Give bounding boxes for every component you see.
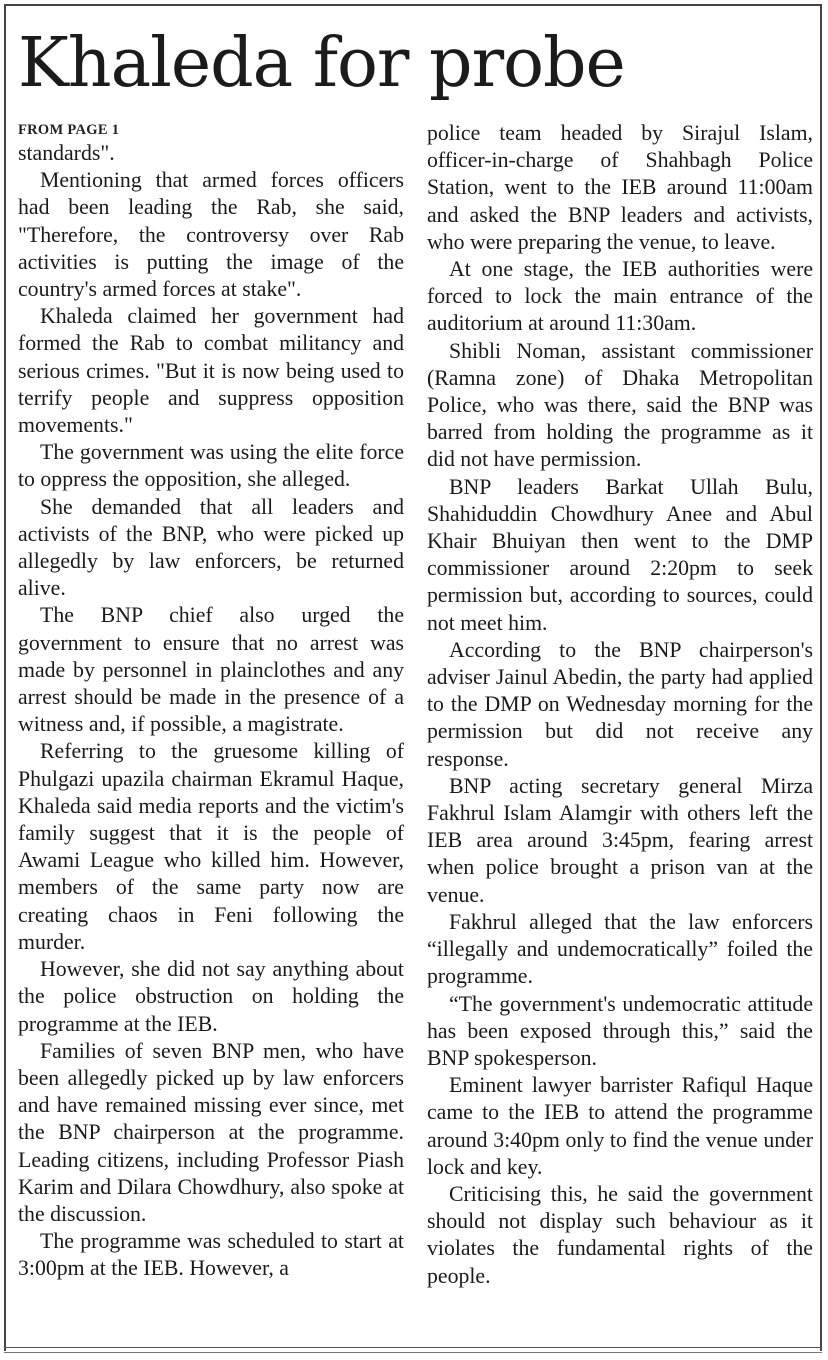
column-left <box>18 120 404 1335</box>
paragraph: “The government's undemocratic attitude has been exposed through this,” said the BNP spokesperson. <box>427 991 813 1070</box>
paragraph: Eminent lawyer barrister Rafiqul Haque came to the IEB to attend the programme around 3:40pm only to find the venue under lock and key. <box>427 1073 813 1179</box>
paragraph: BNP leaders Barkat Ullah Bulu, Shahiduddin Chowdhury Anee and Abul Khair Bhuiyan then went to the DMP commissioner around 2:20pm to seek permission but, according to sources, could not meet him. <box>427 474 813 635</box>
paragraph: Shibli Noman, assistant commissioner (Ramna zone) of Dhaka Metropolitan Police, who was there, said the BNP was barred from holding the programme as it did not have permission. <box>427 338 813 472</box>
paragraph: She demanded that all leaders and activists of the BNP, who were picked up allegedly by law enforcers, be returned alive. <box>18 494 404 601</box>
paragraph: Khaleda claimed her government had formed the Rab to combat militancy and serious crimes. "But it is now being used to terrify people and suppress opposition movements." <box>18 304 404 438</box>
article-body <box>18 120 813 1335</box>
paragraph: BNP acting secretary general Mirza Fakhrul Islam Alamgir with others left the IEB area around 3:45pm, fearing arrest when police brought a prison van at the venue. <box>427 773 813 907</box>
paragraph: The programme was scheduled to start at 3:00pm at the IEB. However, a <box>18 1229 404 1281</box>
bottom-rule-secondary <box>4 1352 822 1353</box>
bottom-rule <box>4 1347 822 1348</box>
paragraph: standards". <box>18 141 115 165</box>
paragraph: Referring to the gruesome killing of Phulgazi upazila chairman Ekramul Haque, Khaleda said media reports and the victim's family suggest that it is the people of Awami League who killed him. However, members of the same party now are creating chaos in Feni following the murder. <box>18 739 404 954</box>
paragraph: At one stage, the IEB authorities were forced to lock the main entrance of the auditorium at around 11:30am. <box>427 257 813 336</box>
paragraph: The government was using the elite force to oppress the opposition, she alleged. <box>18 440 404 492</box>
paragraph: Criticising this, he said the government should not display such behaviour as it violates the fundamental rights of the people. <box>427 1181 813 1288</box>
headline: Khaleda for probe <box>18 24 625 103</box>
paragraph: Families of seven BNP men, who have been allegedly picked up by law enforcers and have remained missing ever since, met the BNP chairperson at the programme. Leading citizens, including Professor Piash Karim and Dilara Chowdhury, also spoke at the discussion. <box>18 1038 404 1226</box>
paragraph: Mentioning that armed forces officers had been leading the Rab, she said, "Therefore, the controversy over Rab activities is putting the image of the country's armed forces at stake". <box>18 168 404 302</box>
paragraph: Fakhrul alleged that the law enforcers “illegally and undemocratically” foiled the programme. <box>427 909 813 989</box>
jump-line: FROM PAGE 1 <box>18 122 120 138</box>
paragraph: However, she did not say anything about the police obstruction on holding the programme at the IEB. <box>18 957 404 1036</box>
paragraph: police team headed by Sirajul Islam, officer-in-charge of Shahbagh Police Station, went to the IEB around 11:00am and asked the BNP leaders and activists, who were preparing the venue, to leave. <box>427 121 813 254</box>
paragraph: According to the BNP chairperson's adviser Jainul Abedin, the party had applied to the DMP on Wednesday morning for the permission but did not receive any response. <box>427 637 813 771</box>
column-right <box>427 120 813 1335</box>
paragraph: The BNP chief also urged the government to ensure that no arrest was made by personnel in plainclothes and any arrest should be made in the presence of a witness and, if possible, a magistrate. <box>18 603 404 737</box>
